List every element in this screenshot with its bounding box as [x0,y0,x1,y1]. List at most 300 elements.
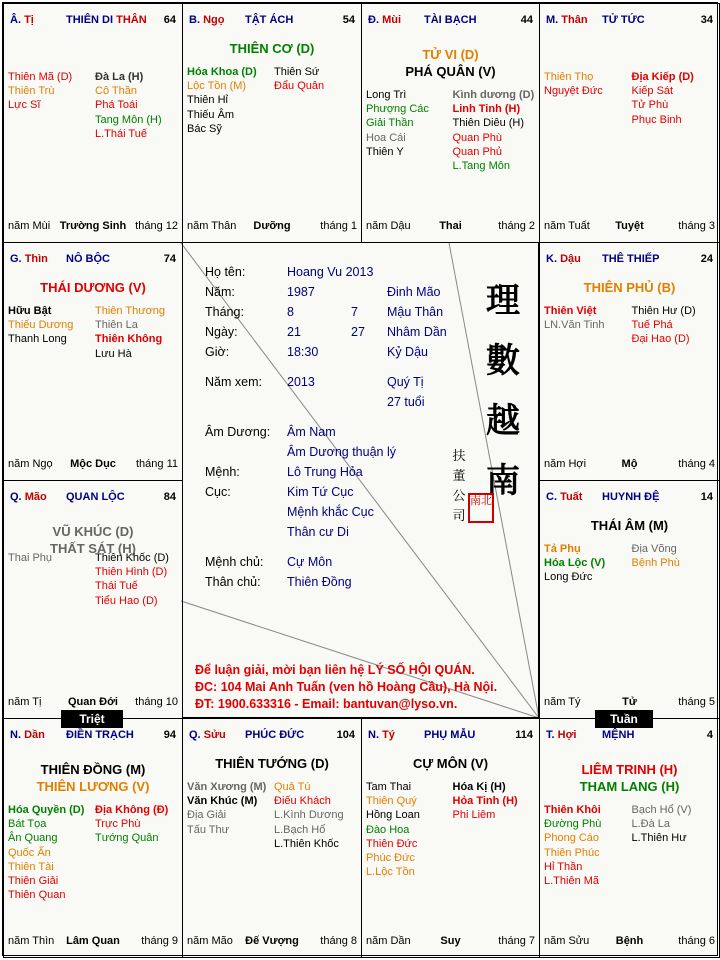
minor-star: Thiếu Âm [187,108,235,121]
minor-star: Hữu Bật [8,305,52,317]
palace-age: 54 [342,14,355,26]
minor-star: Địa Giải [187,809,227,822]
branch-name: Thìn [24,253,48,265]
palace-header [10,729,178,743]
branch-name: Thân [561,14,588,26]
minor-star: Thiên Hỉ [187,94,228,107]
palace-than [539,3,720,243]
main-stars [362,46,539,80]
palace-title: NÔ BỘC [66,253,110,265]
palace-age: 44 [520,14,533,26]
contact-line-3: ĐT: 1900.633316 - Email: bantuvan@lyso.vn. [195,697,458,711]
minor-star: Hỏa Tinh (H) [452,795,518,808]
life-stage: Đế Vượng [245,935,299,947]
main-stars [362,755,539,772]
info-canchi: 27 tuổi [387,395,425,409]
horoscope-chart [2,2,718,956]
minor-star: Phong Cáo [544,832,600,845]
minor-star: Thiên Không [95,333,163,346]
palace-header [189,14,357,28]
minor-stars [187,65,357,136]
star-column [8,551,91,608]
minor-star: Thiên Phúc [544,846,600,859]
branch-name: Dần [24,729,45,741]
minor-star: Đào Hoa [366,823,410,836]
minor-star: Quan Phủ [452,145,503,158]
branch-name: Tị [24,14,34,26]
minor-star: Thanh Long [8,333,67,346]
star-column [544,803,628,888]
palace-title: QUAN LỘC [66,491,125,503]
palace-title: PHÚC ĐỨC [245,729,305,741]
palace-footer [544,458,715,472]
minor-star: Giải Thần [366,117,414,130]
minor-star: Thiên Sứ [274,66,320,78]
palace-name [602,253,697,265]
palace-name [66,14,160,26]
info-value: Âm Dương thuận lý [287,445,396,459]
minor-star: Kiếp Sát [631,85,674,98]
info-value: 8 [287,305,294,319]
palace-branch [368,729,395,741]
palace-ty [3,3,183,243]
minor-star: L.Thái Tuế [95,127,147,140]
main-stars [183,40,361,57]
palace-branch [546,729,576,741]
minor-star: Thiên Giải [8,875,59,888]
minor-star: Long Trì [366,89,407,101]
star-column [544,70,628,127]
palace-header [546,14,715,28]
life-stage: Lâm Quan [66,935,120,947]
info-value: Thân cư Di [287,525,349,539]
branch-stem: Â. [10,14,21,26]
star-column [91,551,178,608]
minor-stars [544,803,715,888]
main-star: THIÊN TƯỚNG (D) [215,756,329,771]
footer-month: tháng 1 [320,220,357,232]
minor-star: Thiên Đức [366,837,418,850]
info-label: Cục: [205,485,231,499]
palace-title: HUYNH ĐỆ [602,491,660,503]
palace-age: 84 [163,491,176,503]
main-star: THIÊN ĐỒNG (M) [40,762,146,777]
minor-star: Thái Tuế [95,580,138,593]
minor-star: Thiên Y [366,145,404,158]
minor-star: Thiên Hình (D) [95,566,168,579]
seal-char: 越 [486,401,520,441]
footer-year: năm Tị [8,696,42,708]
minor-star: Văn Xương (M) [187,781,267,793]
minor-stars [187,780,357,851]
palace-title: TÀI BẠCH [424,14,477,26]
info-canchi: Kỷ Dậu [387,345,428,359]
minor-star: Hoa Cái [366,131,406,144]
main-star: CỰ MÔN (V) [412,756,489,771]
main-star: THAM LANG (H) [579,779,680,794]
minor-star: Hóa Kị (H) [452,781,506,793]
footer-month: tháng 5 [678,696,715,708]
palace-name [424,729,517,741]
branch-name: Ngọ [203,14,225,26]
minor-star: Cô Thần [95,85,137,98]
minor-star: Đẩu Quân [274,80,325,93]
palace-age: 104 [336,729,355,741]
minor-star: Trực Phù [95,818,141,831]
palace-name [245,14,339,26]
palace-age: 24 [700,253,713,265]
palace-ty2 [361,718,540,958]
minor-star: Thiên Diêu (H) [452,117,525,130]
seal-small-char: 董 [452,469,466,484]
star-column [449,88,536,173]
tuan-tag: Tuần [595,710,653,728]
star-column [449,780,536,879]
minor-stars [8,551,178,608]
palace-title: THÊ THIẾP [602,253,660,265]
minor-star: Long Đức [544,571,593,584]
main-star: THẤT SÁT (H) [50,541,136,556]
minor-star: L.Bạch Hổ [274,823,326,836]
minor-star: Thiếu Dương [8,319,74,332]
minor-star: Văn Khúc (M) [187,795,258,808]
minor-star: Thiên Tài [8,860,54,873]
main-star: THÁI ÂM (M) [590,518,669,533]
palace-footer [8,458,178,472]
minor-star: Phục Binh [631,113,682,126]
main-star: THÁI DƯƠNG (V) [40,280,146,295]
footer-year: năm Ngọ [8,458,53,470]
contact-line-2: ĐC: 104 Mai Anh Tuấn (ven hồ Hoàng Cầu), Hà Nội. [195,680,498,694]
palace-footer [366,935,535,949]
seal-small-char: 司 [452,509,466,524]
minor-star: Ân Quang [8,832,58,845]
minor-star: Lưu Hà [95,347,132,360]
minor-star: Thai Phụ [8,552,53,564]
palace-thin [3,242,183,481]
main-star: THIÊN PHỦ (B) [583,280,676,295]
branch-name: Tuất [560,491,583,503]
minor-stars [366,780,535,879]
seal-char: 理 [486,281,520,321]
palace-branch [368,14,401,26]
palace-footer [187,220,357,234]
info-label: Họ tên: [205,265,246,279]
palace-header [189,729,357,743]
palace-age: 94 [163,729,176,741]
star-column [8,70,91,141]
palace-footer [544,220,715,234]
minor-star: Tang Môn (H) [95,113,162,126]
star-column [366,780,449,879]
minor-star: Thiên Khôi [544,804,601,816]
minor-star: Quốc Ấn [8,846,51,859]
info-value: Cự Môn [287,555,333,569]
minor-star: Hóa Khoa (D) [187,66,257,78]
palace-dan [3,718,183,958]
minor-star: Bác Sỹ [187,122,222,135]
branch-stem: Q. [189,729,201,741]
minor-star: L.Lộc Tồn [366,866,415,879]
palace-branch [546,491,582,503]
palace-branch [546,14,588,26]
info-value: 21 [287,325,301,339]
info-value: 18:30 [287,345,319,359]
star-column [544,304,628,347]
palace-name [602,491,697,503]
info-label: Năm: [205,285,235,299]
minor-star: L.Thiên Hư [631,832,687,845]
palace-age: 14 [700,491,713,503]
branch-name: Dậu [560,253,581,265]
life-stage: Tử [622,696,637,708]
center-info-panel [182,242,539,718]
info-value: 2013 [287,375,315,389]
palace-name [66,491,160,503]
info-lunar-value: 27 [351,325,365,339]
minor-star: L.Kình Dương [274,809,344,822]
minor-star: Bạch Hổ (V) [631,804,692,816]
minor-star: Phượng Các [366,103,429,116]
info-label: Giờ: [205,345,230,359]
star-column [8,304,91,361]
minor-star: L.Đà La [631,818,671,831]
branch-stem: K. [546,253,557,265]
star-column [187,780,270,851]
palace-age: 64 [163,14,176,26]
palace-hoi [539,718,720,958]
palace-branch [10,729,45,741]
minor-stars [544,304,715,347]
footer-year: năm Dậu [366,220,411,232]
palace-age: 114 [515,729,533,741]
triet-tag: Triệt [61,710,123,728]
info-canchi: Nhâm Dần [387,325,447,339]
main-stars [540,761,719,795]
star-column [187,65,270,136]
branch-stem: N. [368,729,379,741]
main-stars [4,279,182,296]
branch-name: Sửu [203,729,226,741]
palace-mao [3,480,183,719]
star-column [91,304,178,361]
life-stage: Thai [439,220,462,232]
palace-title: PHỤ MẪU [424,729,476,741]
star-column [628,304,716,347]
minor-star: Thiên Hư (D) [631,305,696,317]
info-label: Mệnh chủ: [205,555,264,569]
palace-name [424,14,517,26]
main-star: THIÊN CƠ (D) [229,41,315,56]
branch-name: Mão [24,491,47,503]
minor-star: Phá Toái [95,99,138,112]
footer-month: tháng 12 [135,220,178,232]
footer-year: năm Mùi [8,220,51,232]
minor-star: Tấu Thư [187,823,230,836]
life-stage: Mộ [621,458,638,470]
palace-footer [8,935,178,949]
palace-header [10,253,178,267]
life-stage: Suy [440,935,461,947]
palace-header [10,14,178,28]
footer-year: năm Thìn [8,935,55,947]
minor-star: Đà La (H) [95,71,144,83]
minor-star: Quan Phù [452,131,503,144]
palace-footer [8,220,178,234]
star-column [544,542,628,585]
footer-year: năm Thân [187,220,237,232]
palace-name [245,729,339,741]
branch-stem: C. [546,491,557,503]
minor-star: L.Tang Môn [452,160,510,173]
branch-stem: Đ. [368,14,379,26]
star-column [270,65,357,136]
palace-header [546,491,715,505]
footer-month: tháng 9 [141,935,178,947]
minor-star: Tướng Quân [95,832,159,845]
minor-stars [8,304,178,361]
minor-star: Tuế Phá [631,319,673,332]
palace-suu [182,718,362,958]
life-stage: Bệnh [615,935,644,947]
main-star: TỬ VI (D) [422,47,479,62]
footer-month: tháng 11 [135,458,178,470]
seal-char: 數 [486,341,520,381]
palace-name [66,253,160,265]
minor-stars [366,88,535,173]
minor-star: Thiên Trù [8,85,55,98]
minor-star: LN.Văn Tinh [544,319,605,332]
minor-star: Thiên Quan [8,889,66,902]
minor-star: Thiên Việt [544,305,597,317]
info-label: Thân chủ: [205,575,261,589]
main-stars [4,761,182,795]
palace-branch [189,729,226,741]
branch-stem: N. [10,729,21,741]
star-column [91,803,178,902]
star-column [628,542,716,585]
star-column [91,70,178,141]
branch-stem: T. [546,729,555,741]
palace-footer [366,220,535,234]
footer-year: năm Sửu [544,935,590,947]
footer-month: tháng 10 [135,696,178,708]
palace-branch [10,491,47,503]
minor-star: Thiên Khốc (D) [95,552,169,564]
minor-star: Địa Kiếp (D) [631,71,694,83]
info-value: Thiên Đồng [287,575,352,589]
minor-star: Thiên La [95,319,138,332]
calligraphy-seal [473,271,533,511]
main-stars [540,517,719,534]
info-value: 1987 [287,285,315,299]
minor-star: Linh Tinh (H) [452,103,521,116]
footer-month: tháng 4 [678,458,715,470]
palace-dau [539,242,720,481]
branch-name: Tý [382,729,395,741]
minor-stars [544,70,715,127]
palace-header [368,729,535,743]
main-star: THIÊN LƯƠNG (V) [36,779,150,794]
minor-star: Hóa Lộc (V) [544,557,606,570]
branch-stem: Q. [10,491,22,503]
minor-star: L.Thiên Khốc [274,837,339,850]
contact-line-1: Để luận giải, mời bạn liên hệ LÝ SỐ HỘI QUÁN. [195,663,475,677]
footer-month: tháng 7 [498,935,535,947]
star-column [270,780,357,851]
palace-header [368,14,535,28]
minor-star: Thiên Thương [95,305,166,317]
minor-star: Tiểu Hao (D) [95,594,158,607]
minor-star: Thiên Thọ [544,71,594,83]
minor-star: Lộc Tồn (M) [187,80,247,93]
life-stage: Dưỡng [253,220,291,232]
branch-name: Mùi [382,14,402,26]
info-label: Mệnh: [205,465,240,479]
palace-age: 74 [163,253,176,265]
footer-year: năm Tuất [544,220,590,232]
info-label: Âm Dương: [205,425,271,439]
minor-star: Kình dương (D) [452,89,535,101]
palace-branch [189,14,224,26]
palace-header [546,253,715,267]
palace-tuat [539,480,720,719]
palace-branch [546,253,581,265]
footer-month: tháng 3 [678,220,715,232]
main-star: PHÁ QUÂN (V) [405,64,496,79]
star-column [628,70,716,127]
minor-star: Địa Võng [631,543,677,555]
star-column [366,88,449,173]
minor-star: Điếu Khách [274,795,331,808]
minor-star: Tả Phụ [544,543,581,555]
minor-star: Đại Hao (D) [631,333,690,346]
info-label: Năm xem: [205,375,262,389]
star-column [8,803,91,902]
palace-branch [10,14,34,26]
palace-header [546,729,715,743]
info-value: Âm Nam [287,425,336,439]
minor-star: Hỉ Thần [544,860,583,873]
seal-small-char: 扶 [452,449,466,464]
red-stamp: 南北 [468,493,494,523]
minor-star: Bát Tọa [8,818,47,831]
palace-branch [10,253,48,265]
main-star: VŨ KHÚC (D) [52,524,134,539]
palace-name [66,729,160,741]
than-marker: THÂN [116,14,147,26]
small-seal-text [449,447,469,527]
minor-star: Bệnh Phù [631,557,680,570]
minor-star: Phi Liêm [452,809,496,822]
minor-star: Đường Phù [544,818,602,831]
info-lunar-value: 7 [351,305,358,319]
life-stage: Quan Đới [68,696,118,708]
palace-header [10,491,178,505]
info-value: Kim Tứ Cục [287,485,354,499]
info-label: Tháng: [205,305,244,319]
palace-name [602,14,697,26]
info-value: Lô Trung Hỏa [287,465,363,479]
footer-month: tháng 8 [320,935,357,947]
minor-stars [8,803,178,902]
branch-stem: G. [10,253,22,265]
branch-stem: M. [546,14,559,26]
minor-star: Quả Tú [274,781,311,793]
minor-star: Tam Thai [366,781,412,793]
palace-age: 4 [706,729,713,741]
palace-title: ĐIỀN TRẠCH [66,729,134,741]
